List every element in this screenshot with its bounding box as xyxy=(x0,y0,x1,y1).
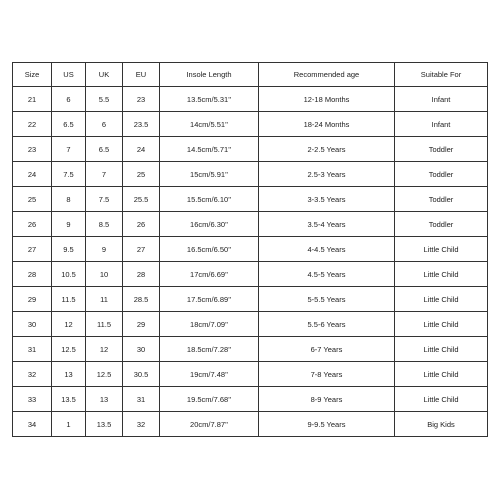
us-cell: 9 xyxy=(52,212,86,237)
us-cell: 7 xyxy=(52,137,86,162)
uk-cell: 6.5 xyxy=(86,137,123,162)
table-row xyxy=(13,187,488,212)
uk-cell: 7 xyxy=(86,162,123,187)
recommended-age-cell: 4-4.5 Years xyxy=(259,237,395,262)
us-cell: 12.5 xyxy=(52,337,86,362)
us-cell: 12 xyxy=(52,312,86,337)
header-size: Size xyxy=(13,63,52,87)
us-cell: 6.5 xyxy=(52,112,86,137)
recommended-age-cell: 3.5-4 Years xyxy=(259,212,395,237)
header-insole-length: Insole Length xyxy=(160,63,259,87)
eu-cell: 30.5 xyxy=(123,362,160,387)
suitable-for-cell: Little Child xyxy=(395,387,488,412)
eu-cell: 25.5 xyxy=(123,187,160,212)
size-cell: 33 xyxy=(13,387,52,412)
table-row xyxy=(13,412,488,437)
eu-cell: 25 xyxy=(123,162,160,187)
eu-cell: 28 xyxy=(123,262,160,287)
table-row xyxy=(13,237,488,262)
size-cell: 22 xyxy=(13,112,52,137)
us-cell: 10.5 xyxy=(52,262,86,287)
insole-length-cell: 19.5cm/7.68'' xyxy=(160,387,259,412)
table-row xyxy=(13,162,488,187)
insole-length-cell: 13.5cm/5.31'' xyxy=(160,87,259,112)
uk-cell: 6 xyxy=(86,112,123,137)
recommended-age-cell: 5-5.5 Years xyxy=(259,287,395,312)
uk-cell: 11.5 xyxy=(86,312,123,337)
header-recommended-age: Recommended age xyxy=(259,63,395,87)
uk-cell: 13 xyxy=(86,387,123,412)
size-cell: 25 xyxy=(13,187,52,212)
header-uk: UK xyxy=(86,63,123,87)
suitable-for-cell: Toddler xyxy=(395,187,488,212)
recommended-age-cell: 12-18 Months xyxy=(259,87,395,112)
uk-cell: 7.5 xyxy=(86,187,123,212)
insole-length-cell: 15cm/5.91'' xyxy=(160,162,259,187)
insole-length-cell: 18cm/7.09'' xyxy=(160,312,259,337)
suitable-for-cell: Infant xyxy=(395,112,488,137)
insole-length-cell: 16.5cm/6.50'' xyxy=(160,237,259,262)
eu-cell: 26 xyxy=(123,212,160,237)
uk-cell: 9 xyxy=(86,237,123,262)
us-cell: 6 xyxy=(52,87,86,112)
table-row xyxy=(13,212,488,237)
us-cell: 8 xyxy=(52,187,86,212)
recommended-age-cell: 5.5-6 Years xyxy=(259,312,395,337)
header-row xyxy=(13,63,488,87)
suitable-for-cell: Toddler xyxy=(395,162,488,187)
header-eu: EU xyxy=(123,63,160,87)
size-cell: 24 xyxy=(13,162,52,187)
suitable-for-cell: Toddler xyxy=(395,212,488,237)
recommended-age-cell: 2.5-3 Years xyxy=(259,162,395,187)
size-cell: 27 xyxy=(13,237,52,262)
table-row xyxy=(13,87,488,112)
uk-cell: 13.5 xyxy=(86,412,123,437)
suitable-for-cell: Little Child xyxy=(395,312,488,337)
size-cell: 29 xyxy=(13,287,52,312)
eu-cell: 32 xyxy=(123,412,160,437)
us-cell: 13 xyxy=(52,362,86,387)
table-row xyxy=(13,362,488,387)
eu-cell: 24 xyxy=(123,137,160,162)
insole-length-cell: 15.5cm/6.10'' xyxy=(160,187,259,212)
header-us: US xyxy=(52,63,86,87)
recommended-age-cell: 6-7 Years xyxy=(259,337,395,362)
insole-length-cell: 14cm/5.51'' xyxy=(160,112,259,137)
suitable-for-cell: Little Child xyxy=(395,262,488,287)
size-chart-table xyxy=(12,62,488,437)
insole-length-cell: 18.5cm/7.28'' xyxy=(160,337,259,362)
uk-cell: 11 xyxy=(86,287,123,312)
suitable-for-cell: Little Child xyxy=(395,287,488,312)
table-body xyxy=(13,87,488,437)
eu-cell: 23 xyxy=(123,87,160,112)
us-cell: 7.5 xyxy=(52,162,86,187)
eu-cell: 31 xyxy=(123,387,160,412)
table-row xyxy=(13,112,488,137)
eu-cell: 28.5 xyxy=(123,287,160,312)
recommended-age-cell: 7-8 Years xyxy=(259,362,395,387)
table-row xyxy=(13,262,488,287)
table-row xyxy=(13,387,488,412)
uk-cell: 12.5 xyxy=(86,362,123,387)
eu-cell: 29 xyxy=(123,312,160,337)
eu-cell: 30 xyxy=(123,337,160,362)
us-cell: 13.5 xyxy=(52,387,86,412)
insole-length-cell: 19cm/7.48'' xyxy=(160,362,259,387)
eu-cell: 23.5 xyxy=(123,112,160,137)
insole-length-cell: 17cm/6.69'' xyxy=(160,262,259,287)
header-suitable-for: Suitable For xyxy=(395,63,488,87)
uk-cell: 8.5 xyxy=(86,212,123,237)
recommended-age-cell: 18-24 Months xyxy=(259,112,395,137)
table-row xyxy=(13,337,488,362)
table-row xyxy=(13,137,488,162)
suitable-for-cell: Big Kids xyxy=(395,412,488,437)
size-cell: 32 xyxy=(13,362,52,387)
size-cell: 28 xyxy=(13,262,52,287)
insole-length-cell: 20cm/7.87'' xyxy=(160,412,259,437)
size-cell: 34 xyxy=(13,412,52,437)
insole-length-cell: 16cm/6.30'' xyxy=(160,212,259,237)
size-cell: 21 xyxy=(13,87,52,112)
us-cell: 9.5 xyxy=(52,237,86,262)
recommended-age-cell: 8-9 Years xyxy=(259,387,395,412)
size-cell: 26 xyxy=(13,212,52,237)
insole-length-cell: 17.5cm/6.89'' xyxy=(160,287,259,312)
us-cell: 1 xyxy=(52,412,86,437)
suitable-for-cell: Toddler xyxy=(395,137,488,162)
recommended-age-cell: 4.5-5 Years xyxy=(259,262,395,287)
us-cell: 11.5 xyxy=(52,287,86,312)
eu-cell: 27 xyxy=(123,237,160,262)
table-row xyxy=(13,287,488,312)
uk-cell: 5.5 xyxy=(86,87,123,112)
suitable-for-cell: Infant xyxy=(395,87,488,112)
recommended-age-cell: 2-2.5 Years xyxy=(259,137,395,162)
insole-length-cell: 14.5cm/5.71'' xyxy=(160,137,259,162)
recommended-age-cell: 9-9.5 Years xyxy=(259,412,395,437)
suitable-for-cell: Little Child xyxy=(395,237,488,262)
uk-cell: 12 xyxy=(86,337,123,362)
suitable-for-cell: Little Child xyxy=(395,337,488,362)
uk-cell: 10 xyxy=(86,262,123,287)
size-cell: 31 xyxy=(13,337,52,362)
suitable-for-cell: Little Child xyxy=(395,362,488,387)
size-cell: 23 xyxy=(13,137,52,162)
table-row xyxy=(13,312,488,337)
recommended-age-cell: 3-3.5 Years xyxy=(259,187,395,212)
size-cell: 30 xyxy=(13,312,52,337)
